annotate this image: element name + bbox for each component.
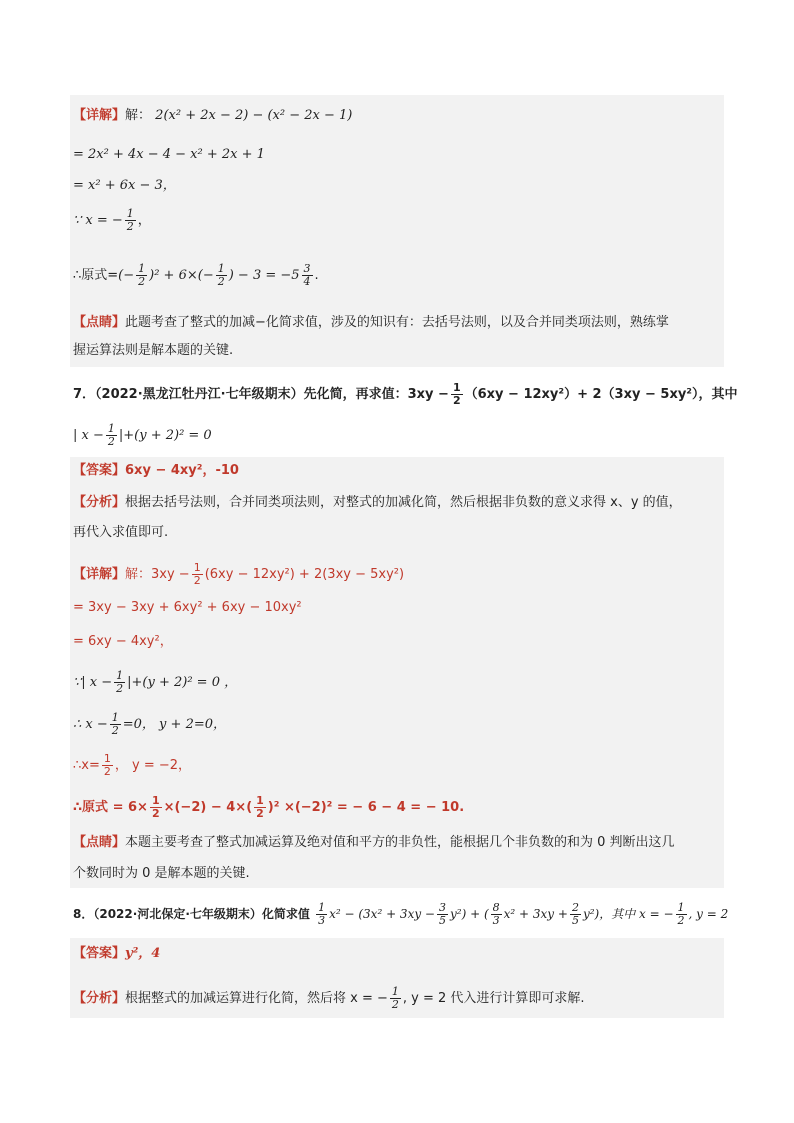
q7-detail-6 — [73, 753, 714, 778]
fraction — [254, 795, 266, 820]
point-text: 本题主要考查了整式加减运算及绝对值和平方的非负性，能根据几个非负数的和为 0 判断出这几 — [125, 835, 675, 850]
denominator: 3 — [492, 914, 500, 927]
denominator: 2 — [126, 220, 134, 233]
denominator: 2 — [138, 275, 146, 288]
numerator: 1 — [391, 985, 399, 998]
detail-line-2: = 2x² + 4x − 4 − x² + 2x + 1 — [73, 147, 265, 162]
detail-line-4 — [73, 208, 714, 233]
analysis-text: 根据去括号法则，合并同类项法则，对整式的加减化简，然后根据非负数的意义求得 x、y 的值， — [125, 495, 682, 510]
stem-text: 先化简，再求值：3xy − — [303, 387, 449, 402]
q8-answer — [73, 944, 714, 964]
q7-detail-7 — [73, 795, 714, 820]
detail-line-5 — [73, 263, 714, 288]
result-label: ∴原式= — [73, 268, 119, 283]
detail-text: |+(y + 2)² = 0 ， — [127, 675, 238, 690]
detail-text: ∴原式 = 6× — [73, 800, 148, 815]
point-line-2: 握运算法则是解本题的关键. — [73, 343, 234, 358]
point-line-1 — [73, 313, 714, 333]
denominator: 2 — [391, 998, 399, 1011]
denominator: 2 — [107, 435, 115, 448]
analysis-text: 根据整式的加减运算进行化简，然后将 x = − — [125, 991, 388, 1006]
q7-detail-5 — [73, 712, 714, 737]
numerator: 1 — [318, 901, 326, 914]
punctuation: ， — [137, 213, 151, 228]
fraction — [676, 902, 687, 927]
question-number: 8． — [73, 907, 94, 921]
analysis-tag: 【分析】 — [73, 991, 126, 1006]
expression: x² − (3x² + 3xy − — [329, 907, 435, 921]
question-number: 7． — [73, 387, 96, 402]
denominator: 2 — [111, 724, 119, 737]
point-text: 此题考查了整式的加减−化简求值，涉及的知识有：去括号法则，以及合并同类项法则，熟练掌 — [125, 315, 669, 330]
q7-detail-1 — [73, 562, 714, 587]
question-source: （2022·河北保定·七年级期末） — [93, 907, 262, 921]
detail-text: )² ×(−2)² = − 6 − 4 = − 10. — [267, 800, 465, 815]
fraction — [102, 753, 113, 778]
detail-text: ∴x= — [73, 758, 100, 773]
detail-line-1 — [73, 106, 714, 126]
numerator: 1 — [151, 794, 160, 807]
denominator: 2 — [677, 914, 685, 927]
question-source: （2022·黑龙江牡丹江·七年级期末） — [95, 387, 304, 402]
expression: ) − 3 = −5 — [228, 268, 300, 283]
analysis-text: , y = 2 代入进行计算即可求解. — [402, 991, 585, 1006]
detail-text: 解：3xy − — [125, 567, 190, 582]
answer-tag: 【答案】 — [73, 463, 126, 478]
numerator: 1 — [111, 711, 119, 724]
analysis-tag: 【分析】 — [73, 495, 126, 510]
numerator: 1 — [116, 669, 124, 682]
fraction — [390, 986, 401, 1011]
q7-condition — [73, 423, 714, 448]
numerator: 1 — [138, 262, 146, 275]
stem-text: （6xy − 12xy²）+ 2（3xy − 5xy²），其中 — [464, 387, 738, 402]
detail-tag: 【详解】 — [73, 108, 126, 123]
q7-detail-2: = 3xy − 3xy + 6xy² + 6xy − 10xy² — [73, 600, 302, 615]
expression: )² + 6×(− — [149, 268, 214, 283]
numerator: 8 — [492, 901, 500, 914]
numerator: 3 — [438, 901, 446, 914]
detail-text: =0， y + 2=0， — [122, 717, 226, 732]
condition-text: ∵ x = − — [73, 213, 123, 228]
q7-point-1 — [73, 833, 714, 853]
q7-detail-4 — [73, 670, 714, 695]
q8-expression — [314, 901, 729, 927]
denominator: 3 — [318, 914, 326, 927]
fraction — [125, 208, 136, 233]
fraction — [192, 562, 203, 587]
numerator: 1 — [103, 752, 111, 765]
numerator: 1 — [677, 901, 685, 914]
numerator: 1 — [256, 794, 264, 807]
numerator: 1 — [193, 561, 201, 574]
fraction — [451, 382, 463, 407]
fraction — [302, 263, 313, 288]
fraction — [437, 902, 448, 927]
detail-text: (6xy − 12xy²) + 2(3xy − 5xy²) — [204, 567, 405, 582]
fraction — [570, 902, 581, 927]
expression: y²)，其中 x = − — [582, 907, 674, 921]
denominator: 4 — [303, 275, 311, 288]
q7-analysis-2: 再代入求值即可. — [73, 525, 169, 540]
q7-analysis-1 — [73, 493, 714, 513]
denominator: 2 — [116, 682, 124, 695]
fraction — [136, 263, 147, 288]
fraction — [216, 263, 227, 288]
stem-text: 化简求值 — [261, 907, 310, 921]
detail-text: ， y = −2， — [114, 758, 192, 773]
q7-detail-3: = 6xy − 4xy²， — [73, 634, 173, 649]
condition-text: |+(y + 2)² = 0 — [118, 428, 212, 443]
answer-tag: 【答案】 — [73, 946, 126, 961]
numerator: 1 — [452, 381, 461, 394]
fraction — [114, 670, 125, 695]
expression: (− — [118, 268, 135, 283]
numerator: 1 — [217, 262, 225, 275]
numerator: 1 — [126, 207, 134, 220]
numerator: 2 — [571, 901, 579, 914]
denominator: 5 — [438, 914, 446, 927]
detail-text: ∵| x − — [73, 675, 113, 690]
detail-tag: 【详解】 — [73, 567, 126, 582]
answer-text: 6xy − 4xy²，-10 — [125, 463, 239, 478]
q7-answer — [73, 461, 714, 481]
expression: , y = 2 — [688, 907, 729, 921]
detail-text: ×(−2) − 4×( — [163, 800, 253, 815]
expression: x² + 3xy + — [503, 907, 568, 921]
denominator: 2 — [193, 574, 201, 587]
punctuation: . — [314, 268, 319, 283]
denominator: 2 — [151, 807, 160, 820]
q7-stem — [73, 381, 738, 407]
condition-text: | x − — [73, 428, 104, 443]
detail-intro: 解： — [125, 108, 152, 123]
answer-text: y²，4 — [125, 946, 161, 961]
q8-stem — [73, 901, 729, 927]
q8-analysis — [73, 986, 714, 1011]
point-tag: 【点睛】 — [73, 835, 126, 850]
expression: 2(x² + 2x − 2) − (x² − 2x − 1) — [155, 108, 353, 123]
denominator: 2 — [256, 807, 264, 820]
expression: y²) + ( — [449, 907, 489, 921]
detail-line-3: = x² + 6x − 3， — [73, 178, 176, 193]
fraction — [316, 902, 327, 927]
numerator: 3 — [303, 262, 311, 275]
fraction — [106, 423, 117, 448]
fraction — [110, 712, 121, 737]
point-tag: 【点睛】 — [73, 315, 126, 330]
denominator: 2 — [103, 765, 111, 778]
detail-text: ∴ x − — [73, 717, 108, 732]
fraction — [150, 795, 162, 820]
denominator: 5 — [571, 914, 579, 927]
fraction — [491, 902, 502, 927]
numerator: 1 — [107, 422, 115, 435]
q7-point-2: 个数同时为 0 是解本题的关键. — [73, 866, 250, 881]
denominator: 2 — [452, 394, 461, 407]
denominator: 2 — [217, 275, 225, 288]
